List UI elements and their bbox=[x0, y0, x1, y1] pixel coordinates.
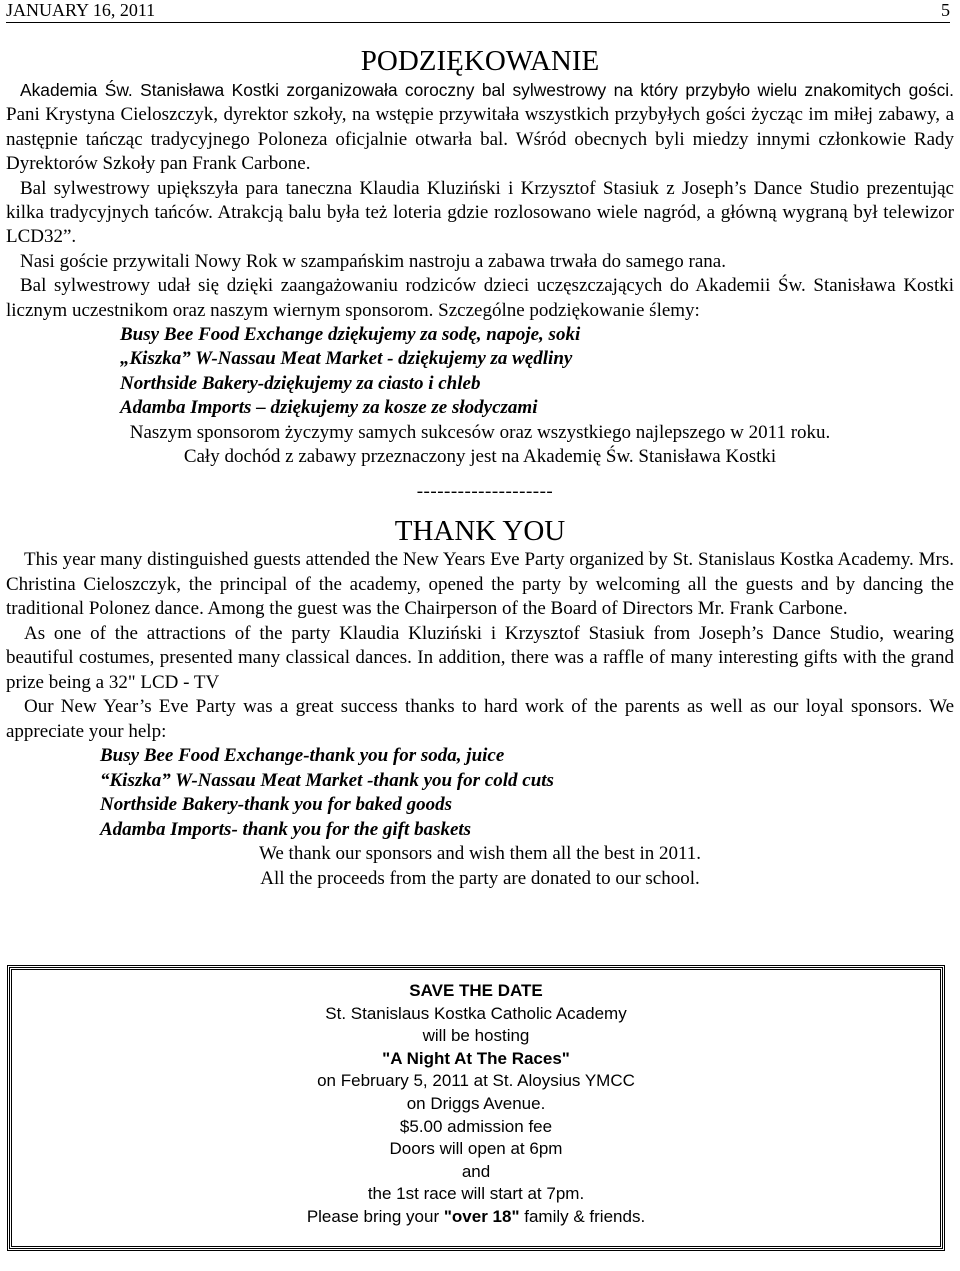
english-sponsor-1: Busy Bee Food Exchange-thank you for soda, juice bbox=[100, 745, 505, 766]
polish-paragraph-4: Bal sylwestrowy udał się dzięki zaangażowaniu rodziców dzieci uczęszczających do Akademii Św. Stanisława Kostki licznym uczestnikom oraz naszym wiernym sponsorom. Szczególne podziękowanie ślemy: bbox=[6, 275, 954, 321]
polish-title: PODZIĘKOWANIE bbox=[360, 45, 600, 77]
polish-paragraph-3: Nasi goście przywitali Nowy Rok w szampańskim nastroju a zabawa trwała do samego rana. bbox=[20, 250, 726, 272]
save-the-date-fee: $5.00 admission fee bbox=[399, 1116, 553, 1136]
english-sponsor-4: Adamba Imports- thank you for the gift baskets bbox=[100, 818, 472, 840]
save-the-date-street: on Driggs Avenue. bbox=[406, 1093, 546, 1113]
polish-paragraph-1-intro: Akademia Św. Stanisława Kostki zorganizowała coroczny bal sylwestrowy na który przybyło wielu znakomitych gości. bbox=[20, 80, 954, 100]
polish-sponsor-3: Northside Bakery-dziękujemy za ciasto i chleb bbox=[120, 372, 481, 394]
english-title: THANK YOU bbox=[394, 515, 566, 547]
save-the-date-invite-end: family & friends. bbox=[519, 1206, 646, 1226]
polish-closing-2: Cały dochód z zabawy przeznaczony jest na Akademię Św. Stanisława Kostki bbox=[183, 446, 777, 468]
english-thank-you-section bbox=[6, 514, 954, 891]
polish-paragraph-1 bbox=[6, 78, 954, 177]
polish-paragraph-2-body: Atrakcją balu była też loteria gdzie rozlosowano wiele nagród, a główną wygraną był telewizor LCD32”. bbox=[6, 202, 954, 248]
save-the-date-host: St. Stanislaus Kostka Catholic Academy bbox=[325, 1003, 627, 1023]
save-the-date-and: and bbox=[461, 1161, 491, 1181]
english-sponsor-3: Northside Bakery-thank you for baked goods bbox=[100, 794, 453, 815]
english-sponsor-2: “Kiszka” W-Nassau Meat Market -thank you for cold cuts bbox=[100, 769, 554, 791]
polish-paragraph-2 bbox=[6, 177, 954, 250]
save-the-date-doors: Doors will open at 6pm bbox=[389, 1139, 563, 1159]
save-the-date-when-where: on February 5, 2011 at St. Aloysius YMCC bbox=[317, 1071, 635, 1091]
page-number: 5 bbox=[941, 0, 950, 20]
polish-paragraph-1-body: Pani Krystyna Cieloszczyk, dyrektor szkoły, na wstępie przywitała wszystkich przybyłych gości życząc im miłej zabawy, a następnie tańcząc tradycyjnego Poloneza oficjalnie otwarła bal. Wśród obecnych byli miedzy innymi członkowie Rady Dyrektorów Szkoły pan Frank Carbone. bbox=[6, 104, 954, 175]
polish-paragraph-2-intro: Bal sylwestrowy upiększyła para taneczna Klaudia Kluziński i Krzysztof Stasiuk z Joseph’s Dance Studio prezentując kilka tradycyjnych tańców. bbox=[6, 177, 954, 224]
english-paragraph-1: This year many distinguished guests attended the New Years Eve Party organized by St. Stanislaus Kostka Academy. Mrs. Christina Cieloszczyk, the principal of the academy, opened the party by welcoming all the guests and by dancing the traditional Polonez dance. Among the guest was the Chairperson of the Board of Directors Mr. Frank Carbone. bbox=[6, 549, 954, 619]
polish-sponsor-4: Adamba Imports – dziękujemy za kosze ze słodyczami bbox=[120, 397, 538, 419]
header-rule bbox=[6, 22, 950, 23]
save-the-date-age-note: "over 18" bbox=[443, 1206, 520, 1226]
save-the-date-invite bbox=[10, 1206, 942, 1229]
section-separator: -------------------- bbox=[416, 480, 554, 502]
polish-thank-you-section bbox=[6, 44, 954, 504]
page-header bbox=[6, 0, 950, 24]
save-the-date-box bbox=[7, 965, 945, 1251]
polish-sponsor-2: „Kiszka” W-Nassau Meat Market - dziękujemy za wędliny bbox=[120, 348, 573, 370]
issue-date: JANUARY 16, 2011 bbox=[6, 0, 156, 20]
save-the-date-heading: SAVE THE DATE bbox=[409, 981, 543, 1000]
save-the-date-event-name: "A Night At The Races" bbox=[382, 1048, 570, 1068]
save-the-date-invite-start: Please bring your bbox=[306, 1206, 444, 1226]
save-the-date-race-time: the 1st race will start at 7pm. bbox=[367, 1184, 585, 1204]
english-paragraph-2: As one of the attractions of the party Klaudia Kluziński i Krzysztof Stasiuk from Joseph’s Dance Studio, wearing beautiful costumes, presented many classical dances. In addition, there was a raffle of many interesting gifts with the grand prize being a 32" LCD - TV bbox=[6, 622, 954, 693]
english-closing-2: All the proceeds from the party are donated to our school. bbox=[260, 867, 700, 889]
polish-closing-1: Naszym sponsorom życzymy samych sukcesów oraz wszystkiego najlepszego w 2011 roku. bbox=[129, 421, 831, 443]
save-the-date-content bbox=[10, 980, 942, 1229]
english-paragraph-3: Our New Year’s Eve Party was a great success thanks to hard work of the parents as well as our loyal sponsors. We appreciate your help: bbox=[6, 696, 954, 742]
polish-sponsor-1: Busy Bee Food Exchange dziękujemy za sodę, napoje, soki bbox=[120, 324, 581, 346]
save-the-date-hosting: will be hosting bbox=[422, 1026, 530, 1046]
english-closing-1: We thank our sponsors and wish them all the best in 2011. bbox=[258, 843, 702, 864]
